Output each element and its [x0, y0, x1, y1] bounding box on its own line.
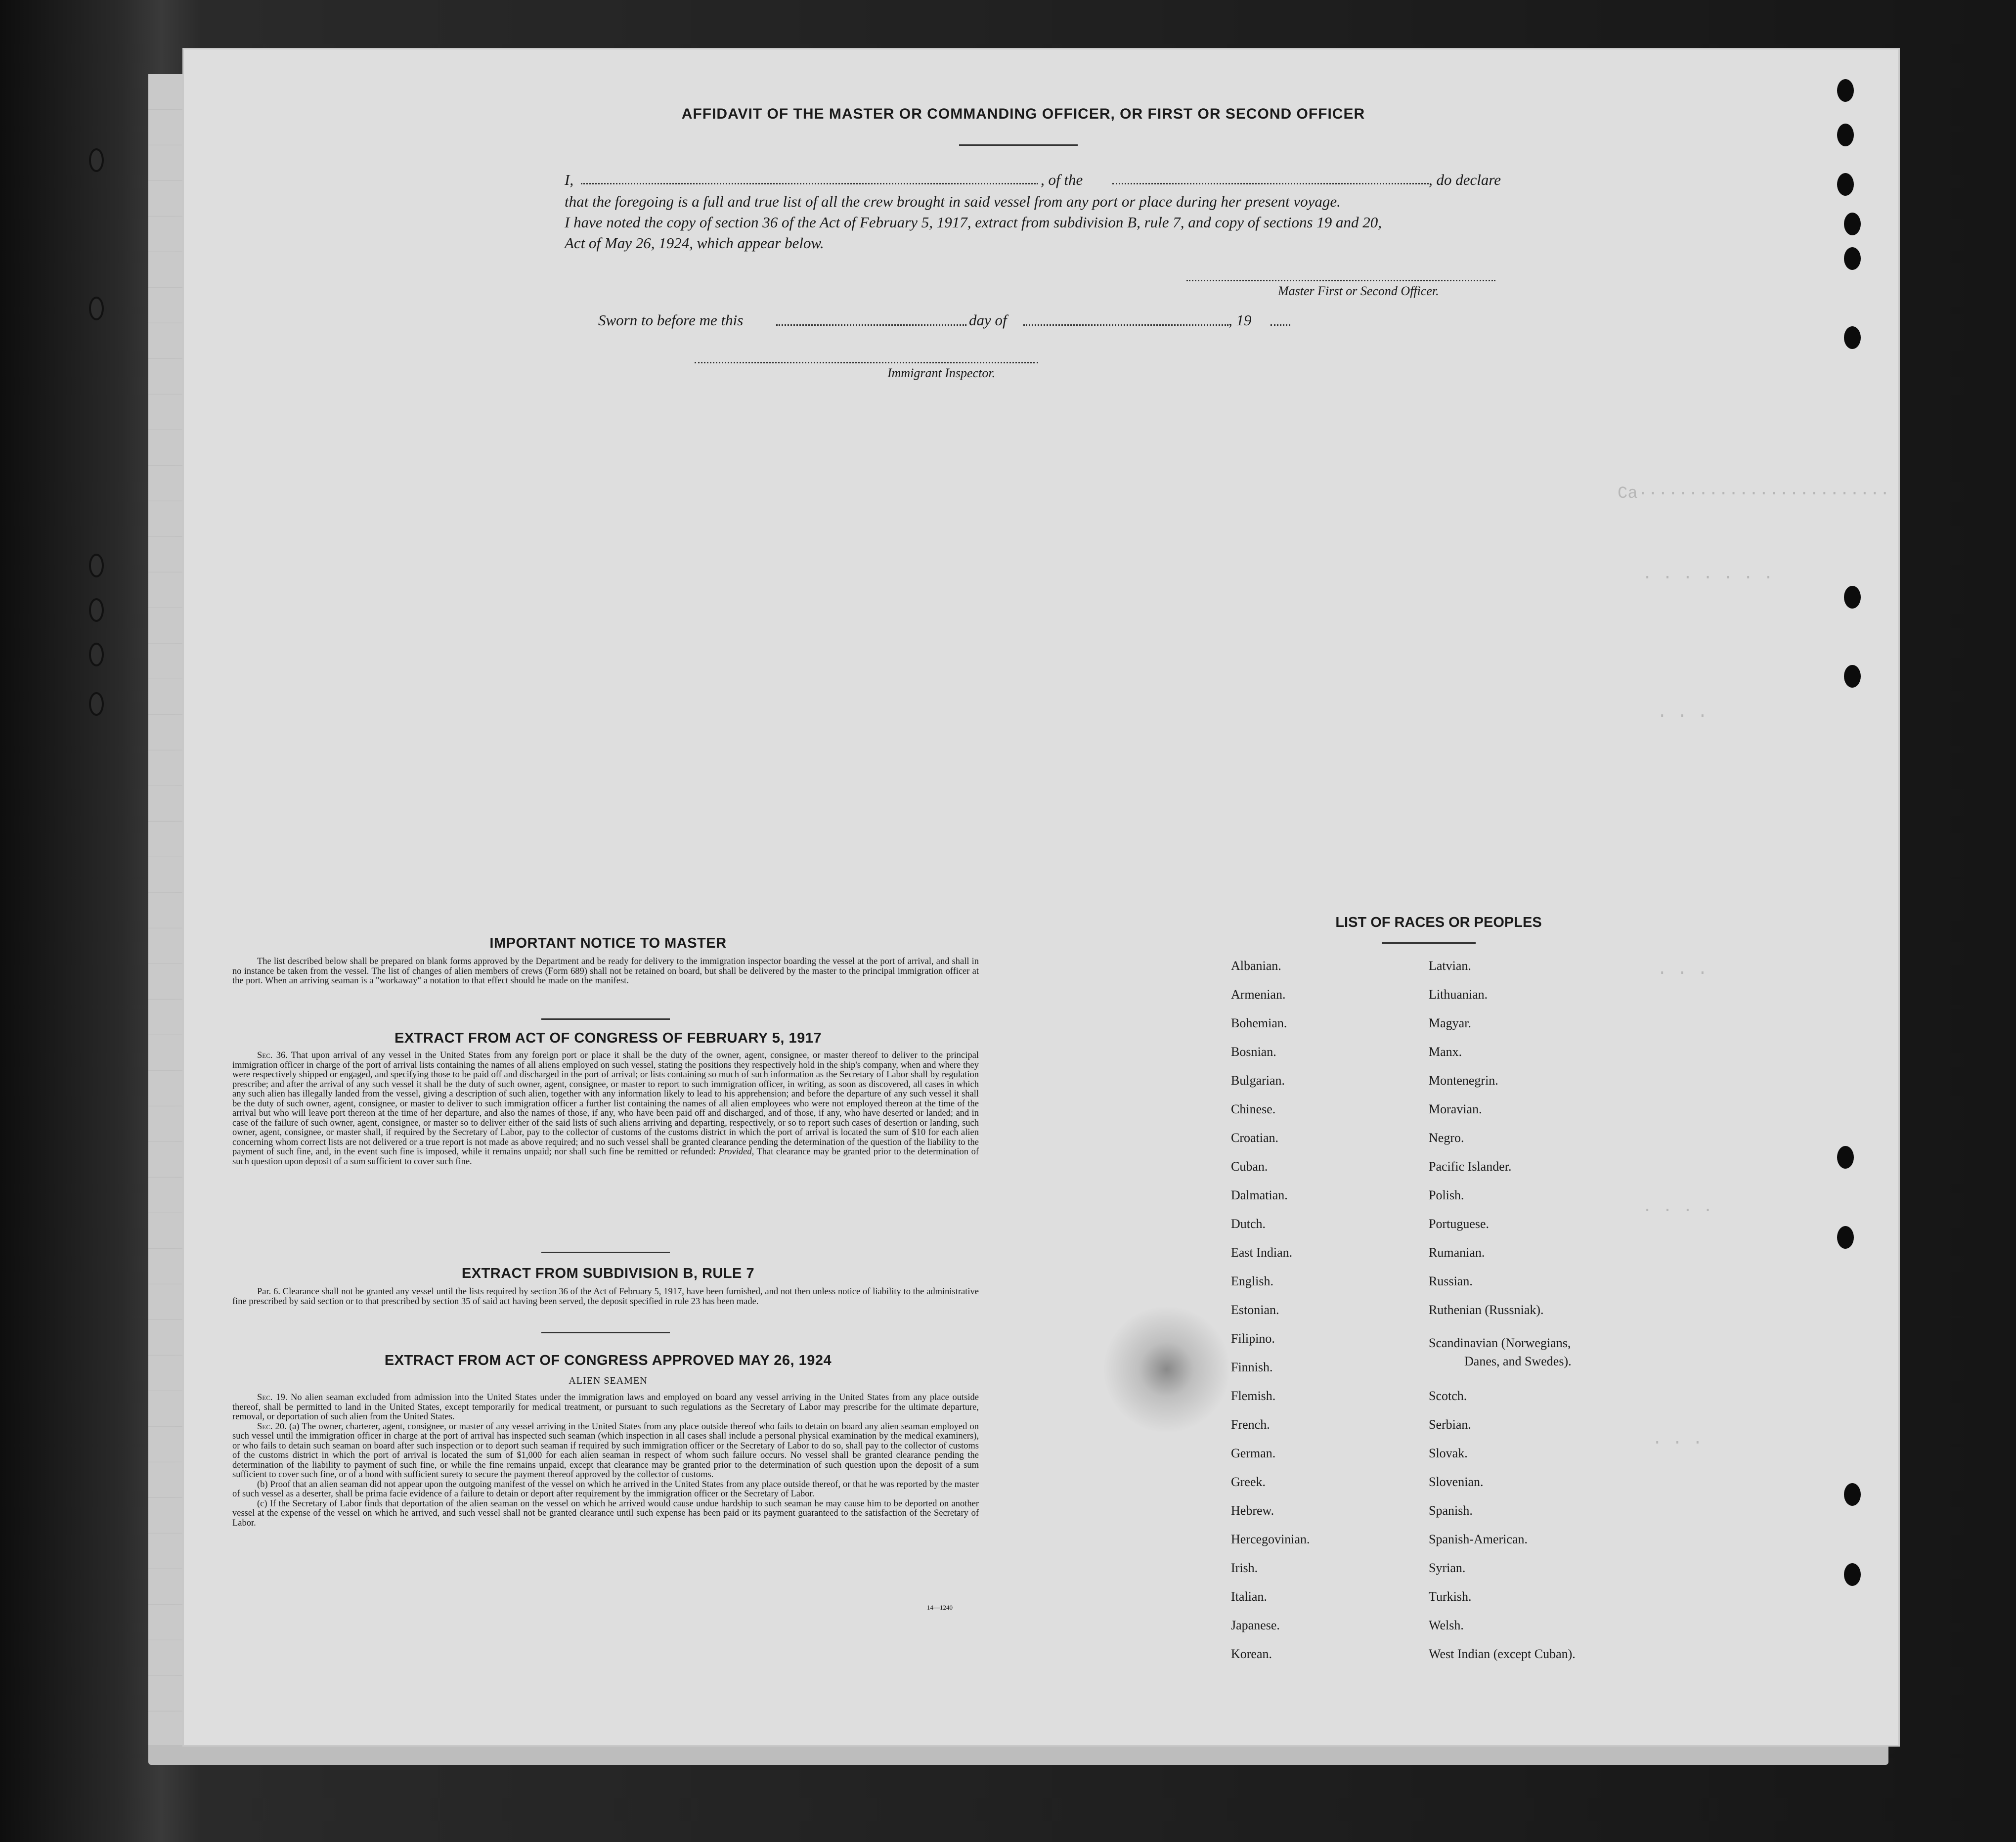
race-item: Hercegovinian. — [1231, 1532, 1310, 1546]
section-20c-text: (c) If the Secretary of Labor finds that deportation of the alien seaman on the vessel on which he arrived would cause undue hardship to such seaman he may cause him to be deported on another vessel at the expense of the vessel on which he arrived, and such vessel shall not be granted clearance until such expense has been paid or its payment guaranteed to the satisfaction of the Secretary of Labor. — [232, 1498, 979, 1528]
race-item: Russian. — [1429, 1274, 1473, 1288]
race-item: Cuban. — [1231, 1159, 1268, 1174]
sworn-year-field[interactable] — [1271, 324, 1290, 326]
race-item: Croatian. — [1231, 1131, 1279, 1145]
race-item: Negro. — [1429, 1131, 1464, 1145]
race-item: Spanish-American. — [1429, 1532, 1528, 1546]
sworn-month-field[interactable] — [1023, 324, 1228, 326]
punch-hole — [1837, 124, 1854, 146]
races-title: LIST OF RACES OR PEOPLES — [1335, 915, 1542, 930]
punch-hole — [1837, 1226, 1854, 1249]
inspector-signature-label: Immigrant Inspector. — [887, 366, 996, 380]
binding-hole — [89, 297, 104, 320]
race-item: Welsh. — [1429, 1618, 1464, 1632]
master-signature-field[interactable] — [1186, 280, 1495, 281]
race-item: Scotch. — [1429, 1389, 1467, 1403]
manifest-sheet: Ca························· · · · · · · · · · · · · · · · · · · · · — [184, 49, 1898, 1745]
punch-hole — [1844, 665, 1861, 688]
race-item: Slovak. — [1429, 1446, 1468, 1460]
race-item: Scandinavian (Norwegians, — [1429, 1336, 1571, 1350]
section-20a-text: (a) The owner, charterer, agent, consignee, or master of any vessel arriving in the United States from any place outside thereof who fails to detain on board any alien seaman employed on such vessel until the immigration officer in charge at the port of arrival has inspected such seaman (which inspection in all cases shall include a personal physical examination by the medical examiners), or who fails to detain such seaman on board after such inspection or to deport such seaman if required by such immigration officer or the Secretary of Labor to do so, shall pay to the collector of customs of the customs district in which the port of arrival is located the sum of $1,000 for each alien seaman in respect of whom such failure occurs. No vessel shall be granted clearance pending the determination of the liability to payment of such fine, or while the fine remains unpaid, except that clearance may be granted prior to the determination of such question upon the deposit of a sum sufficient to cover such fine, or of a bond with sufficient surety to secure the payment thereof approved by the collector of customs. — [232, 1421, 979, 1480]
race-item: Ruthenian (Russniak). — [1429, 1303, 1544, 1317]
binding-hole — [89, 643, 104, 666]
title-rule — [959, 144, 1078, 146]
section-rule — [541, 1252, 670, 1253]
races-left-column — [1231, 956, 1310, 1673]
race-item: Dalmatian. — [1231, 1188, 1288, 1202]
extract-1924-body — [232, 1393, 979, 1528]
race-item: Chinese. — [1231, 1102, 1276, 1116]
section-text: That upon arrival of any vessel in the United States from any foreign port or place it shall be the duty of the owner, agent, consignee, or master thereof to deliver to the principal immigration officer in charge of the port of arrival lists containing the names of all aliens employed on such vessel, stating the positions they respectively hold in the ship's company, when and where they were respectively shipped or engaged, and specifying those to be paid off and discharged in the port of arrival; or lists containing so much of such information as the Secretary of Labor shall by regulation prescribe; and after the arrival of any such vessel it shall be the duty of such owner, agent, consignee, or master to report to such immigration officer, in writing, as soon as discovered, all cases in which any such alien has illegally landed from the vessel, giving a description of such alien, together with any information likely to lead to his apprehension; and before the departure of any such vessel it shall be the duty of such owner, agent, consignee, or master to deliver to such immigration officer a further list containing the names of all alien employees who were not employed thereon at the time of the arrival but who will leave port thereon at the time of her departure, and also the names of those, if any, who have been paid off and discharged, and of those, if any, who have deserted or landed; and in case of the failure of such owner, agent, consignee, or master so to deliver either of the said lists of such aliens arriving and departing, respectively, or so to report such cases of desertion or landing, such owner, agent, consignee, or master shall, if required by the Secretary of Labor, pay to the collector of customs of the customs district in which the port of arrival is located the sum of $10 for each alien concerning whom correct lists are not delivered or a true report is not made as above required; and no such vessel shall be granted clearance pending the determination of the question of the liability to the payment of such fine, and, in the event such fine is imposed, while it remains unpaid; nor shall such fine be remitted or refunded: — [232, 1051, 979, 1157]
punch-hole — [1844, 1483, 1861, 1506]
year-label: , 19 — [1228, 311, 1252, 329]
race-item: Italian. — [1231, 1589, 1267, 1604]
form-number: 14—1240 — [927, 1604, 953, 1611]
master-signature-label: Master First or Second Officer. — [1278, 284, 1439, 298]
affidavit-line: Act of May 26, 1924, which appear below. — [565, 234, 824, 252]
race-item: Japanese. — [1231, 1618, 1280, 1632]
section-label: Sec. 19. — [257, 1393, 288, 1403]
punch-hole — [1837, 79, 1854, 102]
smudge-stain — [1102, 1305, 1231, 1434]
race-item: Magyar. — [1429, 1016, 1471, 1030]
race-item: Manx. — [1429, 1045, 1462, 1059]
extract-1917-body — [232, 1051, 979, 1167]
race-item: Moravian. — [1429, 1102, 1482, 1116]
race-item: French. — [1231, 1417, 1270, 1432]
race-item: Irish. — [1231, 1561, 1258, 1575]
race-item: West Indian (except Cuban). — [1429, 1647, 1576, 1661]
race-item: Bohemian. — [1231, 1016, 1287, 1030]
race-item: Rumanian. — [1429, 1245, 1485, 1260]
sworn-day-field[interactable] — [776, 324, 966, 326]
race-item: Latvian. — [1429, 959, 1471, 973]
race-item: Bulgarian. — [1231, 1073, 1285, 1088]
punch-hole — [1844, 1563, 1861, 1586]
proviso-text: That clearance may be granted prior to the determination of such question upon deposit of a sum sufficient to cover such fine. — [232, 1147, 979, 1167]
race-item: Pacific Islander. — [1429, 1159, 1512, 1174]
race-item: Polish. — [1429, 1188, 1464, 1202]
extract-1924-title: EXTRACT FROM ACT OF CONGRESS APPROVED MAY 26, 1924 — [384, 1353, 832, 1368]
races-rule — [1382, 942, 1476, 944]
declarant-name-field[interactable] — [581, 183, 1038, 184]
section-20b-text: (b) Proof that an alien seaman did not appear upon the outgoing manifest of the vessel on which he arrived in the United States from any place outside thereof, or that he was reported by the master of such vessel as a deserter, shall be prima facie evidence of a failure to detain or deport after requirement by the immigration officer or the Secretary of Labor. — [232, 1479, 979, 1499]
section-label: Sec. 20. — [257, 1421, 287, 1432]
race-item: Estonian. — [1231, 1303, 1279, 1317]
race-item: Syrian. — [1429, 1561, 1466, 1575]
race-item: German. — [1231, 1446, 1276, 1460]
section-rule — [541, 1018, 670, 1020]
race-item: Albanian. — [1231, 959, 1281, 973]
proviso-label: Provided, — [718, 1147, 754, 1157]
race-item: Finnish. — [1231, 1360, 1273, 1374]
punch-hole — [1844, 586, 1861, 609]
race-item: Lithuanian. — [1429, 987, 1488, 1002]
binding-strip — [148, 74, 184, 1745]
section-19-text: No alien seaman excluded from admission into the United States under the immigration laws and employed on board any vessel arriving in the United States from any place outside thereof, shall be permitted to land in the United States, except temporarily for medical treatment, or pursuant to such regulations as the Secretary of Labor may prescribe for the ultimate departure, removal, or deportation of such alien from the United States. — [232, 1393, 979, 1422]
binding-hole — [89, 598, 104, 622]
alien-seamen-subtitle: ALIEN SEAMEN — [569, 1375, 648, 1386]
affidavit-title: AFFIDAVIT OF THE MASTER OR COMMANDING OFFICER, OR FIRST OR SECOND OFFICER — [681, 106, 1365, 122]
inspector-signature-field[interactable] — [695, 362, 1038, 363]
punch-hole — [1844, 213, 1861, 235]
vessel-label: , of the — [1041, 171, 1083, 188]
punch-hole — [1837, 173, 1854, 196]
punch-hole — [1837, 1146, 1854, 1169]
section-label: Sec. 36. — [257, 1051, 288, 1060]
race-item: Hebrew. — [1231, 1503, 1274, 1518]
binding-hole — [89, 554, 104, 577]
race-item: East Indian. — [1231, 1245, 1293, 1260]
rule7-body: Par. 6. Clearance shall not be granted any vessel until the lists required by section 36 of the Act of February 5, 1917, have been furnished, and not then unless notice of liability to the administrative fine prescribed by said section or to that prescribed by section 35 of said act having been served, the deposit specified in rule 23 has been made. — [232, 1287, 979, 1307]
declarant-label: I, — [565, 171, 574, 188]
vessel-name-field[interactable] — [1112, 183, 1429, 184]
race-item: Turkish. — [1429, 1589, 1472, 1604]
binding-hole — [89, 148, 104, 172]
race-item: Danes, and Swedes). — [1464, 1354, 1572, 1368]
punch-hole — [1844, 247, 1861, 270]
notice-title: IMPORTANT NOTICE TO MASTER — [489, 935, 727, 951]
affidavit-line: I have noted the copy of section 36 of the Act of February 5, 1917, extract from subdivision B, rule 7, and copy of sections 19 and 20, — [565, 214, 1382, 231]
notice-body: The list described below shall be prepared on blank forms approved by the Department and be ready for delivery to the immigration inspector boarding the vessel at the port of arrival, and shall in no instance be taken from the vessel. The list of changes of alien members of crews (Form 689) shall not be retained on board, but shall be delivered by the master to the principal immigration officer at the port. When an arriving seaman is a "workaway" a notation to that effect should be made on the manifest. — [232, 957, 979, 986]
race-item: Spanish. — [1429, 1503, 1473, 1518]
race-item: Dutch. — [1231, 1217, 1266, 1231]
rule7-title: EXTRACT FROM SUBDIVISION B, RULE 7 — [461, 1266, 755, 1281]
race-item: Bosnian. — [1231, 1045, 1276, 1059]
affidavit-line: that the foregoing is a full and true list of all the crew brought in said vessel from any port or place during her present voyage. — [565, 193, 1341, 210]
day-of-label: day of — [969, 311, 1007, 329]
race-item: Korean. — [1231, 1647, 1272, 1661]
punch-hole — [1844, 326, 1861, 349]
race-item: Flemish. — [1231, 1389, 1276, 1403]
races-right-column — [1429, 956, 1576, 1673]
race-item: Filipino. — [1231, 1331, 1275, 1346]
race-item: Serbian. — [1429, 1417, 1471, 1432]
extract-1917-title: EXTRACT FROM ACT OF CONGRESS OF FEBRUARY 5, 1917 — [394, 1030, 822, 1046]
race-item: Montenegrin. — [1429, 1073, 1498, 1088]
race-item: Portuguese. — [1429, 1217, 1490, 1231]
declare-label: , do declare — [1429, 171, 1501, 188]
race-item: Greek. — [1231, 1475, 1266, 1489]
binding-hole — [89, 692, 104, 716]
race-item: Slovenian. — [1429, 1475, 1484, 1489]
race-item: English. — [1231, 1274, 1273, 1288]
section-rule — [541, 1332, 670, 1333]
sworn-label: Sworn to before me this — [598, 311, 744, 329]
race-item: Armenian. — [1231, 987, 1286, 1002]
